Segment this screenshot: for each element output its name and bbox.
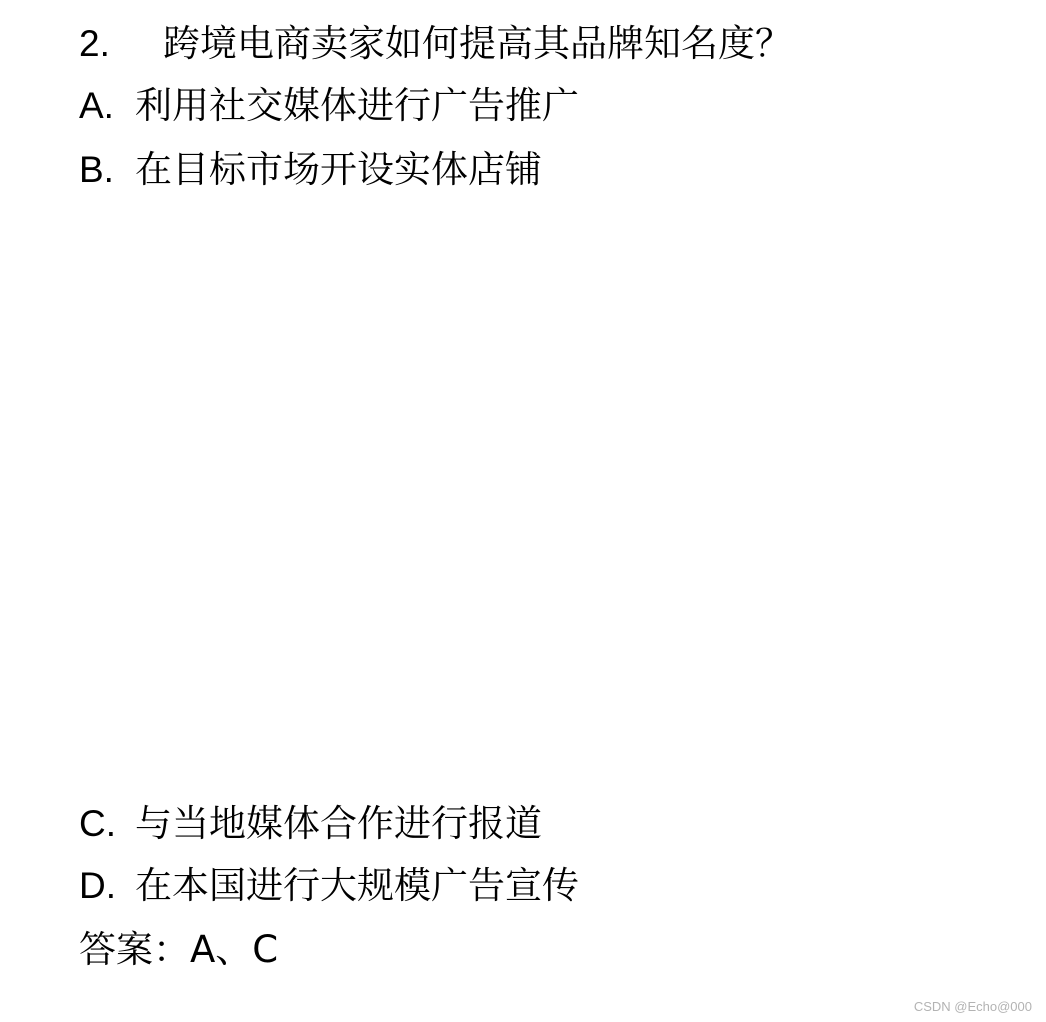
option-c-marker: C. xyxy=(79,803,116,844)
option-b xyxy=(79,148,542,192)
watermark: CSDN @Echo@000 xyxy=(913,999,1032,1014)
option-c-text: 与当地媒体合作进行报道 xyxy=(135,802,542,845)
option-b-marker: B. xyxy=(79,149,114,190)
option-a-text: 利用社交媒体进行广告推广 xyxy=(135,84,579,127)
answer-value: A、C xyxy=(190,928,279,971)
option-d xyxy=(79,864,579,908)
answer-label: 答案： xyxy=(79,928,190,971)
option-c xyxy=(79,802,542,846)
option-a xyxy=(79,84,579,128)
option-b-text: 在目标市场开设实体店铺 xyxy=(135,148,542,191)
question-text: 跨境电商卖家如何提高其品牌知名度？ xyxy=(163,22,792,65)
option-d-marker: D. xyxy=(79,865,116,906)
question-number: 2. xyxy=(79,23,110,64)
option-a-marker: A. xyxy=(79,85,114,126)
question-line xyxy=(79,22,792,66)
answer-line xyxy=(79,928,278,972)
option-d-text: 在本国进行大规模广告宣传 xyxy=(135,864,579,907)
